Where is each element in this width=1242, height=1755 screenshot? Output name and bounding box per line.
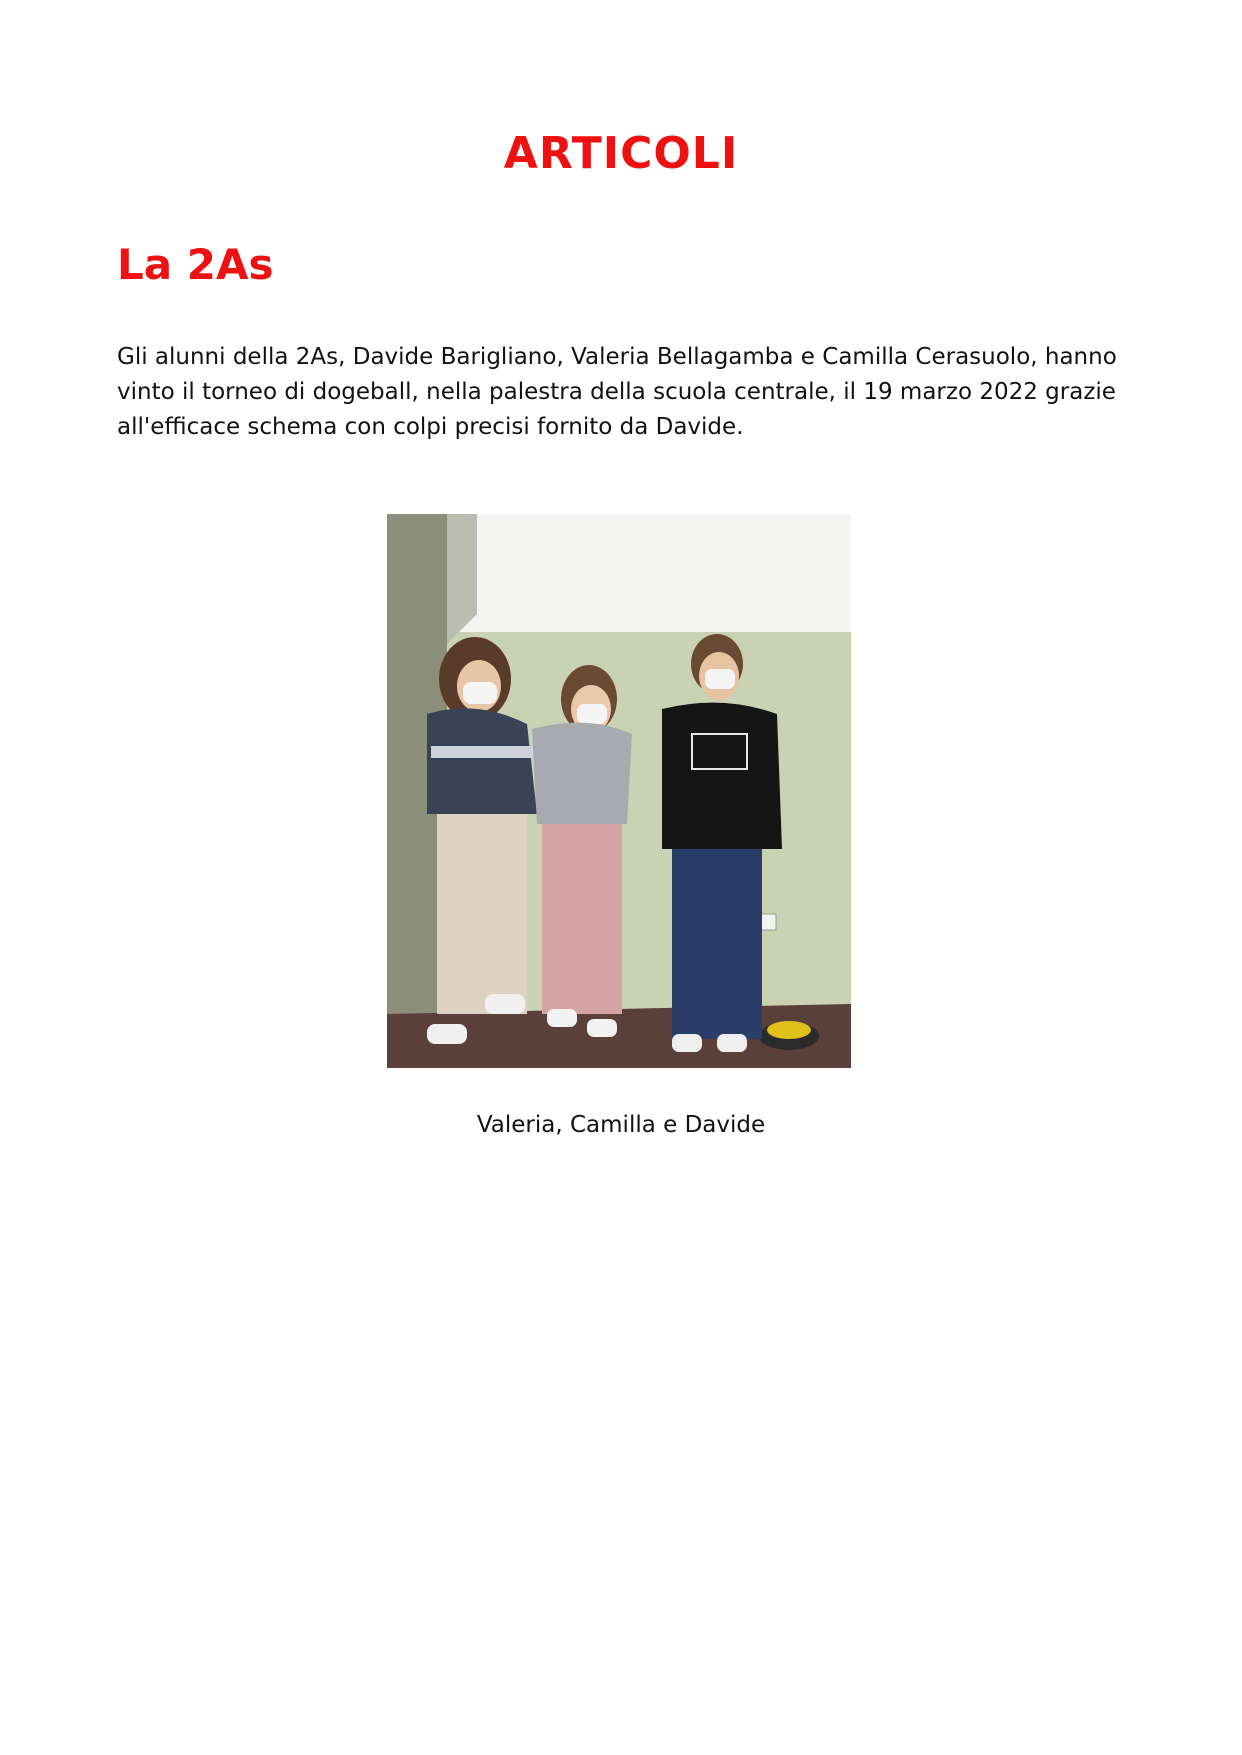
article-body: Gli alunni della 2As, Davide Barigliano, Valeria Bellagamba e Camilla Cerasuolo, hanno vinto il torneo di dogeball, nella palestra della scuola centrale, il 19 marzo 2022 grazie all'efficace schema con colpi precisi fornito da Davide.	[117, 344, 1117, 440]
article-photo	[387, 514, 851, 1068]
article-title: La 2As	[117, 240, 274, 289]
photo-caption: Valeria, Camilla e Davide	[476, 1112, 766, 1138]
page-title: ARTICOLI	[503, 128, 739, 179]
